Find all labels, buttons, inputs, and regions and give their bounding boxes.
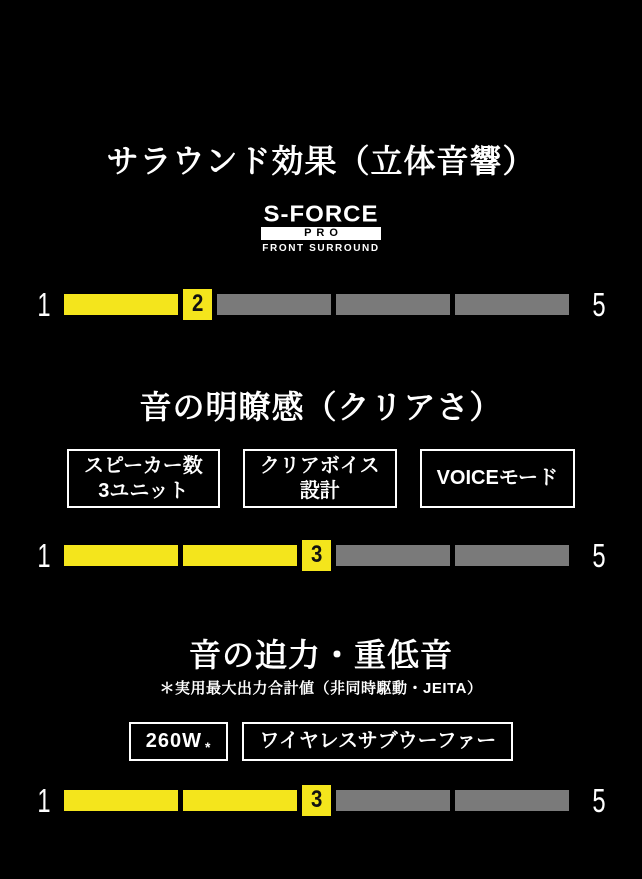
- rating-track: [64, 538, 569, 572]
- rating-segment-empty: [455, 790, 569, 811]
- badge-line: VOICEモード: [436, 467, 559, 489]
- scale-max-label: 5: [592, 536, 606, 574]
- scale-max-label: 5: [592, 285, 606, 323]
- rating-segment-filled: [183, 790, 297, 811]
- badge-wireless-subwoofer: [242, 722, 513, 761]
- logo-text-pro: PRO: [261, 227, 381, 240]
- rating-segment-empty: [336, 545, 450, 566]
- rating-bar-bass: [0, 783, 642, 817]
- badge-line: ワイヤレスサブウーファー: [259, 730, 497, 752]
- section-title-clarity: 音の明瞭感（クリアさ）: [139, 389, 503, 425]
- scale-min-label: 1: [37, 536, 51, 574]
- scale-min-label: 1: [37, 285, 51, 323]
- rating-value-marker: 2: [183, 289, 212, 320]
- badge-speaker-count: [67, 449, 220, 508]
- badge-voice-mode: [420, 449, 575, 508]
- asterisk-mark: *: [204, 739, 212, 755]
- bass-feature-badges: [0, 722, 642, 761]
- rating-bar-clarity: [0, 538, 642, 572]
- rating-segment-filled: [183, 545, 297, 566]
- clarity-feature-badges: [0, 449, 642, 508]
- logo-text-front-surround: FRONT SURROUND: [262, 243, 380, 254]
- rating-segment-filled: [64, 790, 178, 811]
- section-title-bass: 音の迫力・重低音: [188, 637, 453, 673]
- rating-segment-filled: [64, 545, 178, 566]
- rating-segment-empty: [336, 790, 450, 811]
- logo-text-sforce: S-FORCE: [263, 201, 379, 228]
- badge-line: クリアボイス: [259, 454, 380, 477]
- rating-track: [64, 783, 569, 817]
- badge-line: 設計: [299, 479, 340, 502]
- rating-segment-empty: [217, 294, 331, 315]
- scale-max-label: 5: [592, 781, 606, 819]
- badge-max-output: [129, 722, 229, 761]
- rating-value-marker: 3: [302, 540, 331, 571]
- bass-output-note: ＊実用最大出力合計値（非同時駆動・JEITA）: [159, 680, 483, 697]
- rating-segment-filled: [64, 294, 178, 315]
- rating-segment-empty: [336, 294, 450, 315]
- rating-segment-empty: [455, 294, 569, 315]
- badge-line: スピーカー数: [83, 454, 203, 477]
- badge-line: 3ユニット: [98, 479, 189, 502]
- badge-clear-voice: [243, 449, 397, 508]
- rating-segment-empty: [455, 545, 569, 566]
- rating-bar-surround: [0, 287, 642, 321]
- section-title-surround: サラウンド効果（立体音響）: [106, 143, 536, 179]
- scale-min-label: 1: [37, 781, 51, 819]
- badge-line: 260W: [145, 730, 202, 752]
- sforce-pro-front-surround-logo: [261, 201, 381, 254]
- rating-track: [64, 287, 569, 321]
- rating-value-marker: 3: [302, 785, 331, 816]
